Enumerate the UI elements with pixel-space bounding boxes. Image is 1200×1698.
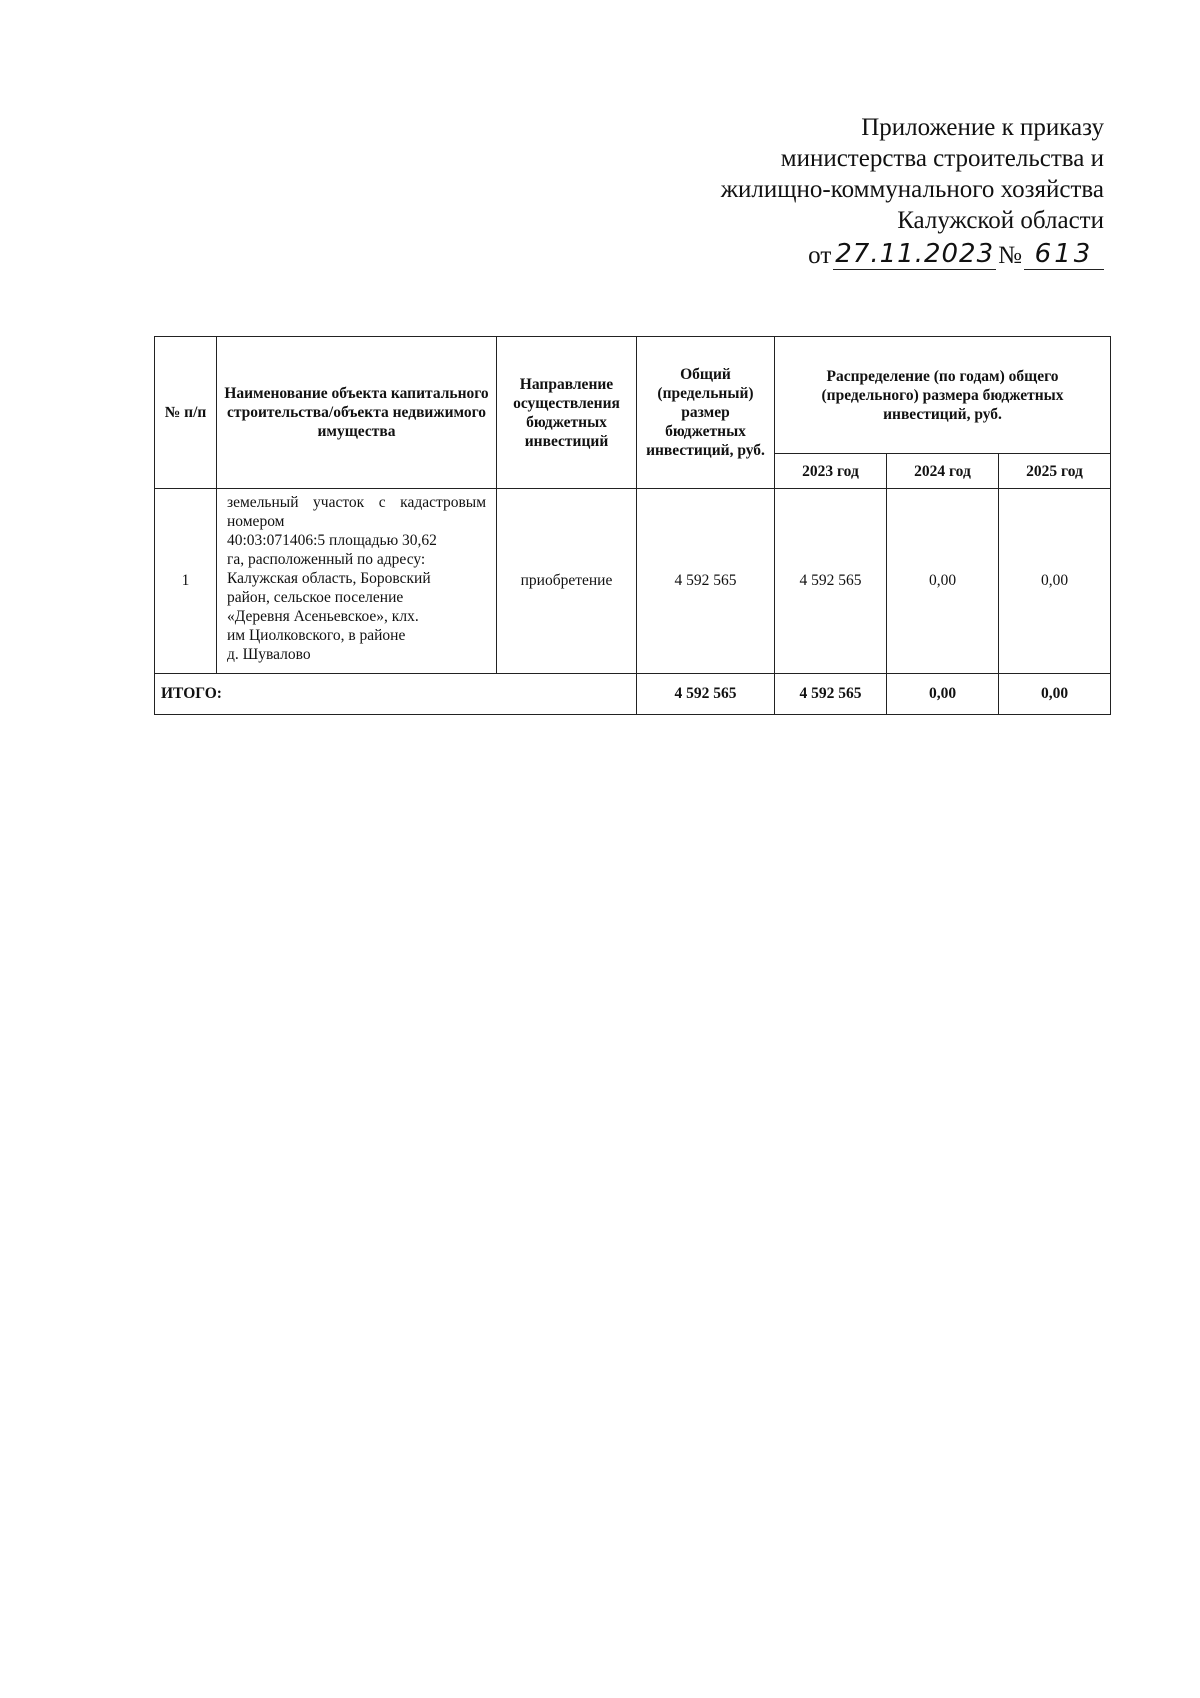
row-year-2025: 0,00: [999, 489, 1111, 674]
order-number-handwritten: 613: [1024, 240, 1104, 270]
column-header-distribution: Распределение (по годам) общего (предельного) размера бюджетных инвестиций, руб.: [775, 337, 1111, 454]
object-name-line: 40:03:071406:5 площадью 30,62: [227, 532, 437, 549]
column-header-year: 2023 год: [775, 454, 887, 489]
appendix-header-line: Приложение к приказу: [861, 114, 1104, 141]
table-row: [155, 489, 1111, 674]
object-name-line: район, сельское поселение: [227, 589, 404, 606]
object-name-line: земельный участок с кадастровым номером: [227, 494, 486, 530]
column-header-direction: Направление осуществления бюджетных инвестиций: [497, 337, 637, 489]
order-date-prefix: от: [808, 242, 832, 269]
appendix-header-line: министерства строительства и: [780, 145, 1104, 172]
appendix-header-line: жилищно-коммунального хозяйства: [720, 176, 1104, 203]
row-num: 1: [155, 489, 217, 674]
appendix-header: [721, 112, 1104, 236]
total-year-2024: 0,00: [887, 674, 999, 715]
column-header-total: Общий (предельный) размер бюджетных инвестиций, руб.: [637, 337, 775, 489]
order-number-sign: №: [998, 242, 1022, 269]
column-header-num: № п/п: [155, 337, 217, 489]
budget-investment-table: [154, 336, 1111, 715]
appendix-header-line: Калужской области: [897, 207, 1104, 234]
row-year-2023: 4 592 565: [775, 489, 887, 674]
total-year-2023: 4 592 565: [775, 674, 887, 715]
object-name-line: га, расположенный по адресу:: [227, 551, 426, 568]
object-name-line: Калужская область, Боровский: [227, 570, 431, 587]
column-header-name: Наименование объекта капитального строительства/объекта недвижимого имущества: [217, 337, 497, 489]
object-name-line: «Деревня Асеньевское», клх.: [227, 608, 419, 625]
order-date-handwritten: 27.11.2023: [835, 239, 995, 269]
table-header-row: [155, 337, 1111, 454]
object-name-line: д. Шувалово: [227, 646, 311, 663]
object-name-line: им Циолковского, в районе: [227, 627, 406, 644]
total-sum: 4 592 565: [637, 674, 775, 715]
column-header-year: 2024 год: [887, 454, 999, 489]
order-reference: [808, 240, 1104, 270]
row-total: 4 592 565: [637, 489, 775, 674]
total-year-2025: 0,00: [999, 674, 1111, 715]
column-header-year: 2025 год: [999, 454, 1111, 489]
row-year-2024: 0,00: [887, 489, 999, 674]
row-object-name: [217, 489, 497, 674]
row-direction: приобретение: [497, 489, 637, 674]
total-label: ИТОГО:: [155, 674, 637, 715]
table-total-row: [155, 674, 1111, 715]
